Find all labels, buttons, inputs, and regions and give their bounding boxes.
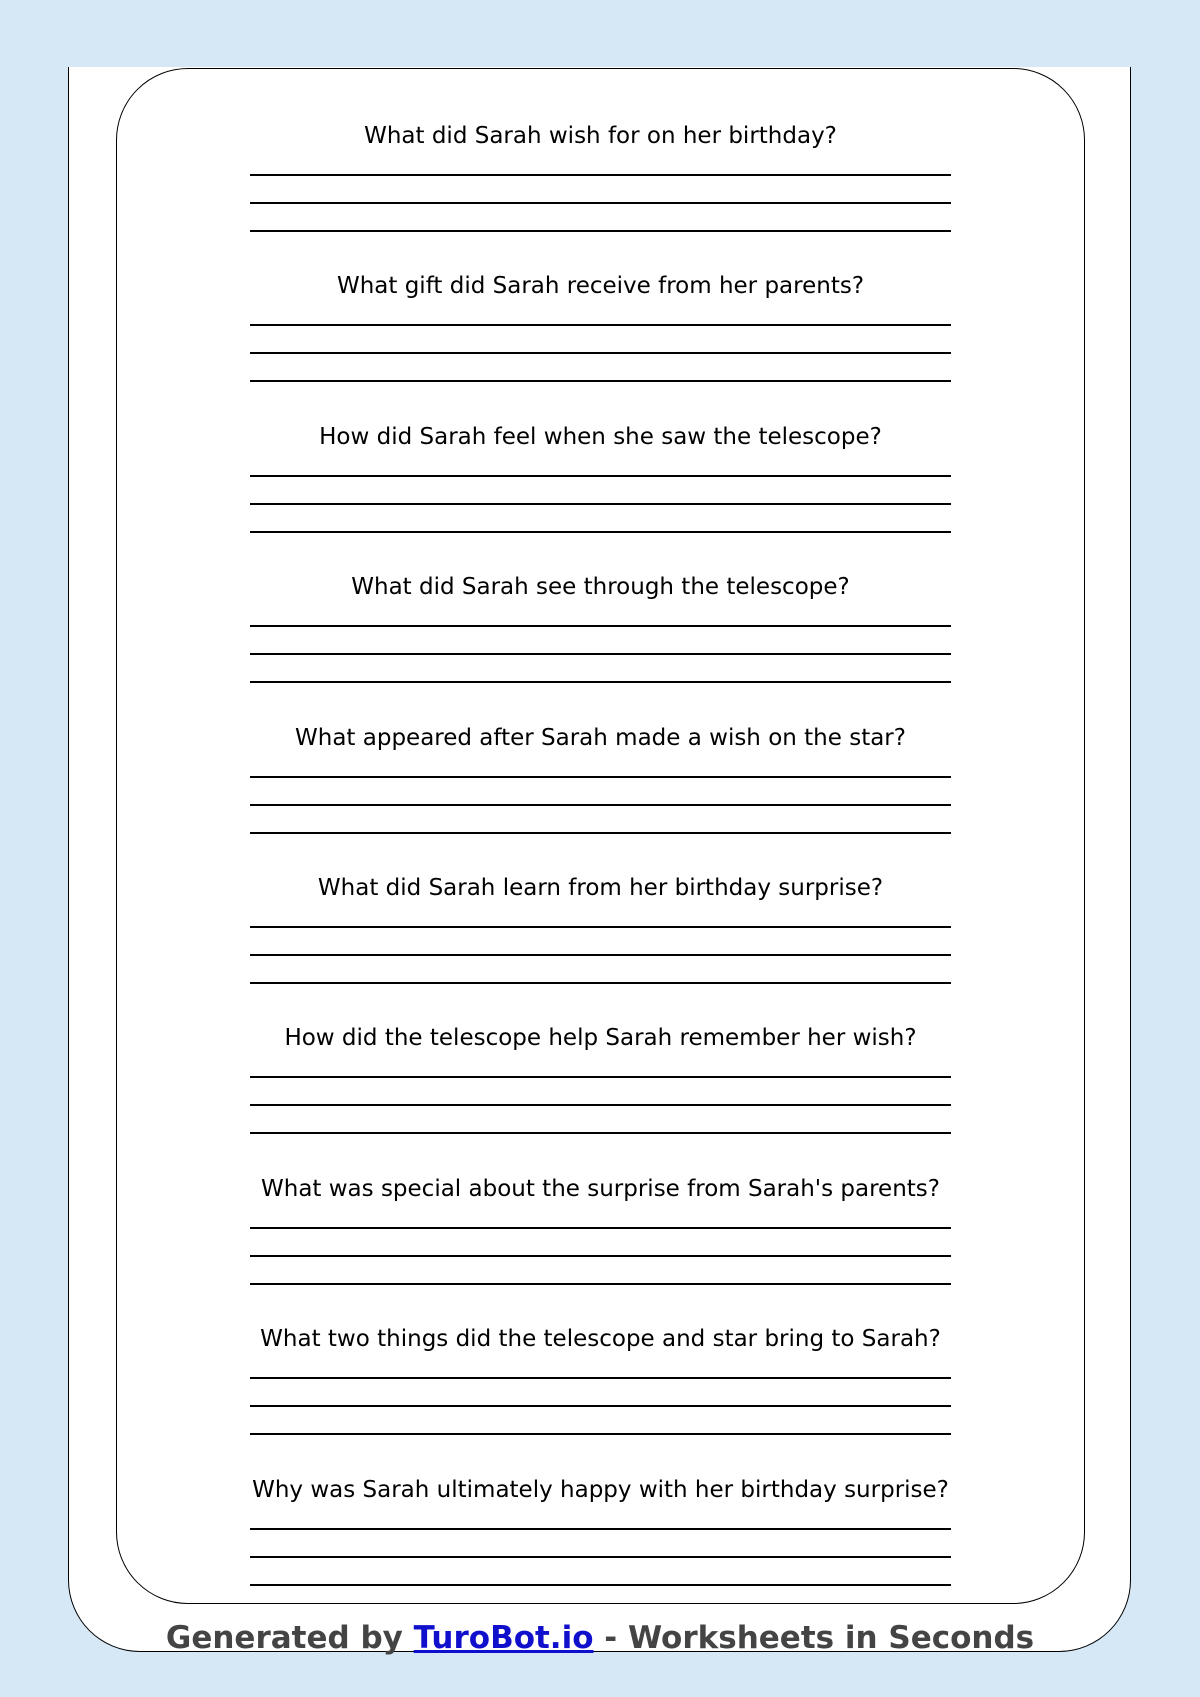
answer-line[interactable] (250, 804, 951, 806)
footer-prefix: Generated by (165, 1620, 414, 1656)
question-text: What appeared after Sarah made a wish on the star? (295, 725, 906, 751)
answer-line[interactable] (250, 926, 951, 928)
footer (0, 1618, 1200, 1658)
answer-line[interactable] (250, 352, 951, 354)
question-item (116, 272, 1085, 300)
question-item (116, 122, 1085, 150)
answer-line[interactable] (250, 380, 951, 382)
answer-line[interactable] (250, 174, 951, 176)
question-text: What was special about the surprise from Sarah's parents? (261, 1176, 940, 1202)
question-item (116, 1024, 1085, 1052)
question-text: How did the telescope help Sarah remember her wish? (284, 1025, 917, 1051)
question-item (116, 1175, 1085, 1203)
answer-line[interactable] (250, 475, 951, 477)
answer-line[interactable] (250, 1104, 951, 1106)
question-item (116, 573, 1085, 601)
answer-line[interactable] (250, 1283, 951, 1285)
answer-line[interactable] (250, 1076, 951, 1078)
answer-line[interactable] (250, 1255, 951, 1257)
question-text: How did Sarah feel when she saw the telescope? (319, 424, 882, 450)
answer-line[interactable] (250, 324, 951, 326)
answer-line[interactable] (250, 1528, 951, 1530)
question-text: What two things did the telescope and star bring to Sarah? (260, 1326, 941, 1352)
answer-line[interactable] (250, 1584, 951, 1586)
answer-line[interactable] (250, 531, 951, 533)
question-text: What did Sarah see through the telescope? (351, 574, 850, 600)
answer-line[interactable] (250, 681, 951, 683)
answer-line[interactable] (250, 982, 951, 984)
question-item (116, 1325, 1085, 1353)
answer-line[interactable] (250, 776, 951, 778)
answer-line[interactable] (250, 1377, 951, 1379)
answer-line[interactable] (250, 1433, 951, 1435)
answer-line[interactable] (250, 653, 951, 655)
answer-line[interactable] (250, 1405, 951, 1407)
question-text: Why was Sarah ultimately happy with her birthday surprise? (252, 1477, 949, 1503)
answer-line[interactable] (250, 954, 951, 956)
turobot-link[interactable]: TuroBot.io (413, 1620, 594, 1656)
question-text: What did Sarah wish for on her birthday? (364, 123, 837, 149)
answer-line[interactable] (250, 832, 951, 834)
question-text: What gift did Sarah receive from her parents? (336, 273, 865, 299)
question-item (116, 1476, 1085, 1504)
answer-line[interactable] (250, 1556, 951, 1558)
question-item (116, 423, 1085, 451)
question-text: What did Sarah learn from her birthday surprise? (317, 875, 884, 901)
footer-suffix: - Worksheets in Seconds (593, 1620, 1035, 1656)
question-item (116, 724, 1085, 752)
answer-line[interactable] (250, 1132, 951, 1134)
answer-line[interactable] (250, 202, 951, 204)
answer-line[interactable] (250, 230, 951, 232)
answer-line[interactable] (250, 625, 951, 627)
question-item (116, 874, 1085, 902)
answer-line[interactable] (250, 1227, 951, 1229)
answer-line[interactable] (250, 503, 951, 505)
